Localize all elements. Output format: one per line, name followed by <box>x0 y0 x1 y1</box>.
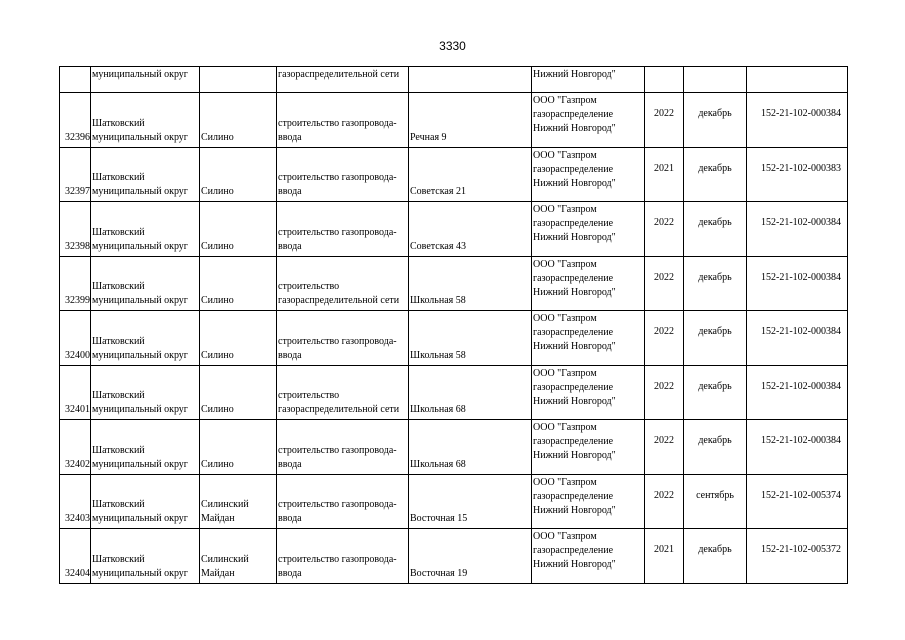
cell-org <box>532 529 645 584</box>
cell-district-line: Шатковский <box>92 172 145 183</box>
cell-code: 152-21-102-000384 <box>747 93 848 148</box>
cell-district-line: муниципальный округ <box>92 295 188 306</box>
cell-district-line: муниципальный округ <box>92 186 188 197</box>
cell-year: 2022 <box>645 256 684 311</box>
continued-row <box>60 67 848 93</box>
cell-district-line: муниципальный округ <box>92 567 188 579</box>
cell-settlement <box>200 420 277 475</box>
cell-org-line: ООО "Газпром <box>533 531 597 542</box>
cell-settlement <box>200 365 277 420</box>
cell-org-line: ООО "Газпром <box>533 422 597 433</box>
cell-org-line: Нижний Новгород" <box>533 504 616 516</box>
cell-settlement-line: Силино <box>201 295 234 306</box>
cell-org-line: газораспределение <box>533 545 614 556</box>
cell-org-line: ООО "Газпром <box>533 476 597 488</box>
cell-address: Речная 9 <box>409 93 532 148</box>
gas-connection-table <box>59 66 848 584</box>
cell-num: 32400 <box>60 311 91 366</box>
cell-code: 152-21-102-000383 <box>747 147 848 202</box>
cell-address: Школьная 58 <box>409 311 532 366</box>
cell-org-line: ООО "Газпром <box>533 258 597 270</box>
cell-district-line: Шатковский <box>92 335 145 347</box>
cell-org-line: ООО "Газпром <box>533 95 597 106</box>
cell-work-line: строительство газопровода- <box>278 444 397 456</box>
cell-org <box>532 365 645 420</box>
cell-code <box>747 67 848 93</box>
cell-num: 32396 <box>60 93 91 148</box>
cell-settlement-line: Силинский <box>201 499 249 510</box>
cell-org <box>532 202 645 257</box>
cell-address: Школьная 68 <box>409 420 532 475</box>
cell-code: 152-21-102-000384 <box>747 311 848 366</box>
cell-work-line: ввода <box>278 458 302 470</box>
cell-code: 152-21-102-000384 <box>747 256 848 311</box>
cell-district-line: муниципальный округ <box>92 240 188 252</box>
table-row <box>60 474 848 529</box>
cell-settlement-line: Силино <box>201 186 234 197</box>
cell-work-line: ввода <box>278 186 302 197</box>
cell-org-line: газораспределение <box>533 272 614 284</box>
cell-settlement-line: Силино <box>201 458 234 470</box>
cell-work <box>277 474 409 529</box>
table-row <box>60 311 848 366</box>
cell-org-line: Нижний Новгород" <box>533 123 616 134</box>
cell-district <box>91 474 200 529</box>
cell-org-line: газораспределение <box>533 381 614 393</box>
cell-month: декабрь <box>684 311 747 366</box>
cell-year: 2022 <box>645 420 684 475</box>
cell-work <box>277 420 409 475</box>
cell-district <box>91 529 200 584</box>
cell-address: Школьная 68 <box>409 365 532 420</box>
cell-district-line: Шатковский <box>92 281 145 292</box>
cell-num <box>60 67 91 93</box>
cell-org-line: ООО "Газпром <box>533 313 597 324</box>
cell-settlement-line: Майдан <box>201 513 235 524</box>
cell-code: 152-21-102-005374 <box>747 474 848 529</box>
cell-work <box>277 365 409 420</box>
table-row <box>60 365 848 420</box>
cell-org-line: ООО "Газпром <box>533 149 597 161</box>
cell-year: 2022 <box>645 474 684 529</box>
cell-work-line: строительство газопровода- <box>278 335 397 347</box>
cell-work <box>277 529 409 584</box>
cell-year: 2021 <box>645 147 684 202</box>
table-row <box>60 202 848 257</box>
cell-district <box>91 420 200 475</box>
cell-work <box>277 147 409 202</box>
cell-settlement <box>200 256 277 311</box>
cell-district-line: муниципальный округ <box>92 458 188 470</box>
cell-org-line: ООО "Газпром <box>533 367 597 379</box>
cell-work <box>277 93 409 148</box>
cell-work-line: ввода <box>278 131 302 143</box>
cell-district-line: муниципальный округ <box>92 131 188 143</box>
table-row <box>60 420 848 475</box>
table-row <box>60 256 848 311</box>
cell-month: сентябрь <box>684 474 747 529</box>
cell-work <box>277 311 409 366</box>
cell-org-line: газораспределение <box>533 218 614 229</box>
cell-settlement-line: Силино <box>201 404 234 415</box>
cell-month: декабрь <box>684 529 747 584</box>
cell-year: 2021 <box>645 529 684 584</box>
cell-district <box>91 202 200 257</box>
cell-district-line: Шатковский <box>92 117 145 129</box>
cell-month: декабрь <box>684 256 747 311</box>
cell-org <box>532 420 645 475</box>
cell-year: 2022 <box>645 365 684 420</box>
cell-month: декабрь <box>684 420 747 475</box>
cell-year: 2022 <box>645 311 684 366</box>
cell-year: 2022 <box>645 93 684 148</box>
cell-settlement <box>200 147 277 202</box>
cell-code: 152-21-102-000384 <box>747 365 848 420</box>
cell-settlement <box>200 474 277 529</box>
cell-settlement-line: Силино <box>201 131 234 143</box>
cell-org-line: газораспределение <box>533 436 614 447</box>
cell-work <box>277 256 409 311</box>
table-row <box>60 93 848 148</box>
cell-district <box>91 256 200 311</box>
cell-month: декабрь <box>684 93 747 148</box>
cell-org-line: газораспределение <box>533 109 614 120</box>
cell-settlement-line: Майдан <box>201 567 235 579</box>
cell-year <box>645 67 684 93</box>
cell-work-line: газораспределительной сети <box>278 295 400 306</box>
cell-work-line: строительство газопровода- <box>278 499 397 510</box>
cell-work-line: ввода <box>278 513 302 524</box>
cell-org <box>532 256 645 311</box>
cell-work-line: ввода <box>278 240 302 252</box>
cell-district-line: муниципальный округ <box>92 404 188 415</box>
cell-org-line: газораспределение <box>533 490 614 502</box>
cell-work-line: строительство газопровода- <box>278 553 397 565</box>
cell-work: газораспределительной сети <box>277 67 409 93</box>
cell-district <box>91 311 200 366</box>
cell-org-line: газораспределение <box>533 327 614 338</box>
cell-district <box>91 365 200 420</box>
cell-address: Советская 21 <box>409 147 532 202</box>
cell-code: 152-21-102-000384 <box>747 202 848 257</box>
cell-month: декабрь <box>684 365 747 420</box>
cell-month: декабрь <box>684 202 747 257</box>
cell-district-line: Шатковский <box>92 553 145 565</box>
cell-address: Восточная 19 <box>409 529 532 584</box>
cell-org-line: газораспределение <box>533 163 614 175</box>
cell-address <box>409 67 532 93</box>
cell-address: Восточная 15 <box>409 474 532 529</box>
cell-org-line: ООО "Газпром <box>533 204 597 215</box>
table-row <box>60 147 848 202</box>
cell-org-line: Нижний Новгород" <box>533 559 616 570</box>
cell-district-line: Шатковский <box>92 444 145 456</box>
cell-address: Школьная 58 <box>409 256 532 311</box>
cell-org <box>532 147 645 202</box>
cell-month: декабрь <box>684 147 747 202</box>
cell-org <box>532 93 645 148</box>
cell-num: 32397 <box>60 147 91 202</box>
cell-code: 152-21-102-000384 <box>747 420 848 475</box>
cell-settlement <box>200 67 277 93</box>
cell-org-line: Нижний Новгород" <box>533 341 616 352</box>
cell-num: 32399 <box>60 256 91 311</box>
cell-work-line: строительство газопровода- <box>278 117 397 129</box>
cell-num: 32403 <box>60 474 91 529</box>
cell-district-line: Шатковский <box>92 226 145 238</box>
cell-district <box>91 147 200 202</box>
cell-work-line: строительство <box>278 390 340 401</box>
cell-settlement-line: Силинский <box>201 553 249 565</box>
cell-org: Нижний Новгород" <box>532 67 645 93</box>
cell-settlement-line: Силино <box>201 240 234 252</box>
cell-code: 152-21-102-005372 <box>747 529 848 584</box>
cell-work <box>277 202 409 257</box>
cell-work-line: строительство газопровода- <box>278 226 397 238</box>
page-number: 3330 <box>439 39 466 53</box>
cell-org <box>532 474 645 529</box>
cell-district <box>91 93 200 148</box>
cell-org-line: Нижний Новгород" <box>533 286 616 298</box>
cell-settlement <box>200 202 277 257</box>
cell-settlement <box>200 311 277 366</box>
cell-year: 2022 <box>645 202 684 257</box>
cell-settlement-line: Силино <box>201 349 234 361</box>
table-body <box>60 67 848 584</box>
cell-org-line: Нижний Новгород" <box>533 450 616 461</box>
cell-month <box>684 67 747 93</box>
cell-num: 32402 <box>60 420 91 475</box>
cell-work-line: ввода <box>278 349 302 361</box>
cell-district-line: муниципальный округ <box>92 349 188 361</box>
table-row <box>60 529 848 584</box>
cell-district-line: Шатковский <box>92 499 145 510</box>
cell-settlement <box>200 93 277 148</box>
cell-org-line: Нижний Новгород" <box>533 232 616 243</box>
cell-district-line: муниципальный округ <box>92 513 188 524</box>
cell-num: 32398 <box>60 202 91 257</box>
cell-district: муниципальный округ <box>91 67 200 93</box>
cell-org <box>532 311 645 366</box>
cell-settlement <box>200 529 277 584</box>
cell-work-line: строительство газопровода- <box>278 172 397 183</box>
cell-num: 32404 <box>60 529 91 584</box>
cell-work-line: газораспределительной сети <box>278 404 400 415</box>
cell-num: 32401 <box>60 365 91 420</box>
cell-work-line: ввода <box>278 567 302 579</box>
cell-district-line: Шатковский <box>92 390 145 401</box>
cell-org-line: Нижний Новгород" <box>533 177 616 189</box>
cell-address: Советская 43 <box>409 202 532 257</box>
cell-org-line: Нижний Новгород" <box>533 395 616 407</box>
cell-work-line: строительство <box>278 281 340 292</box>
